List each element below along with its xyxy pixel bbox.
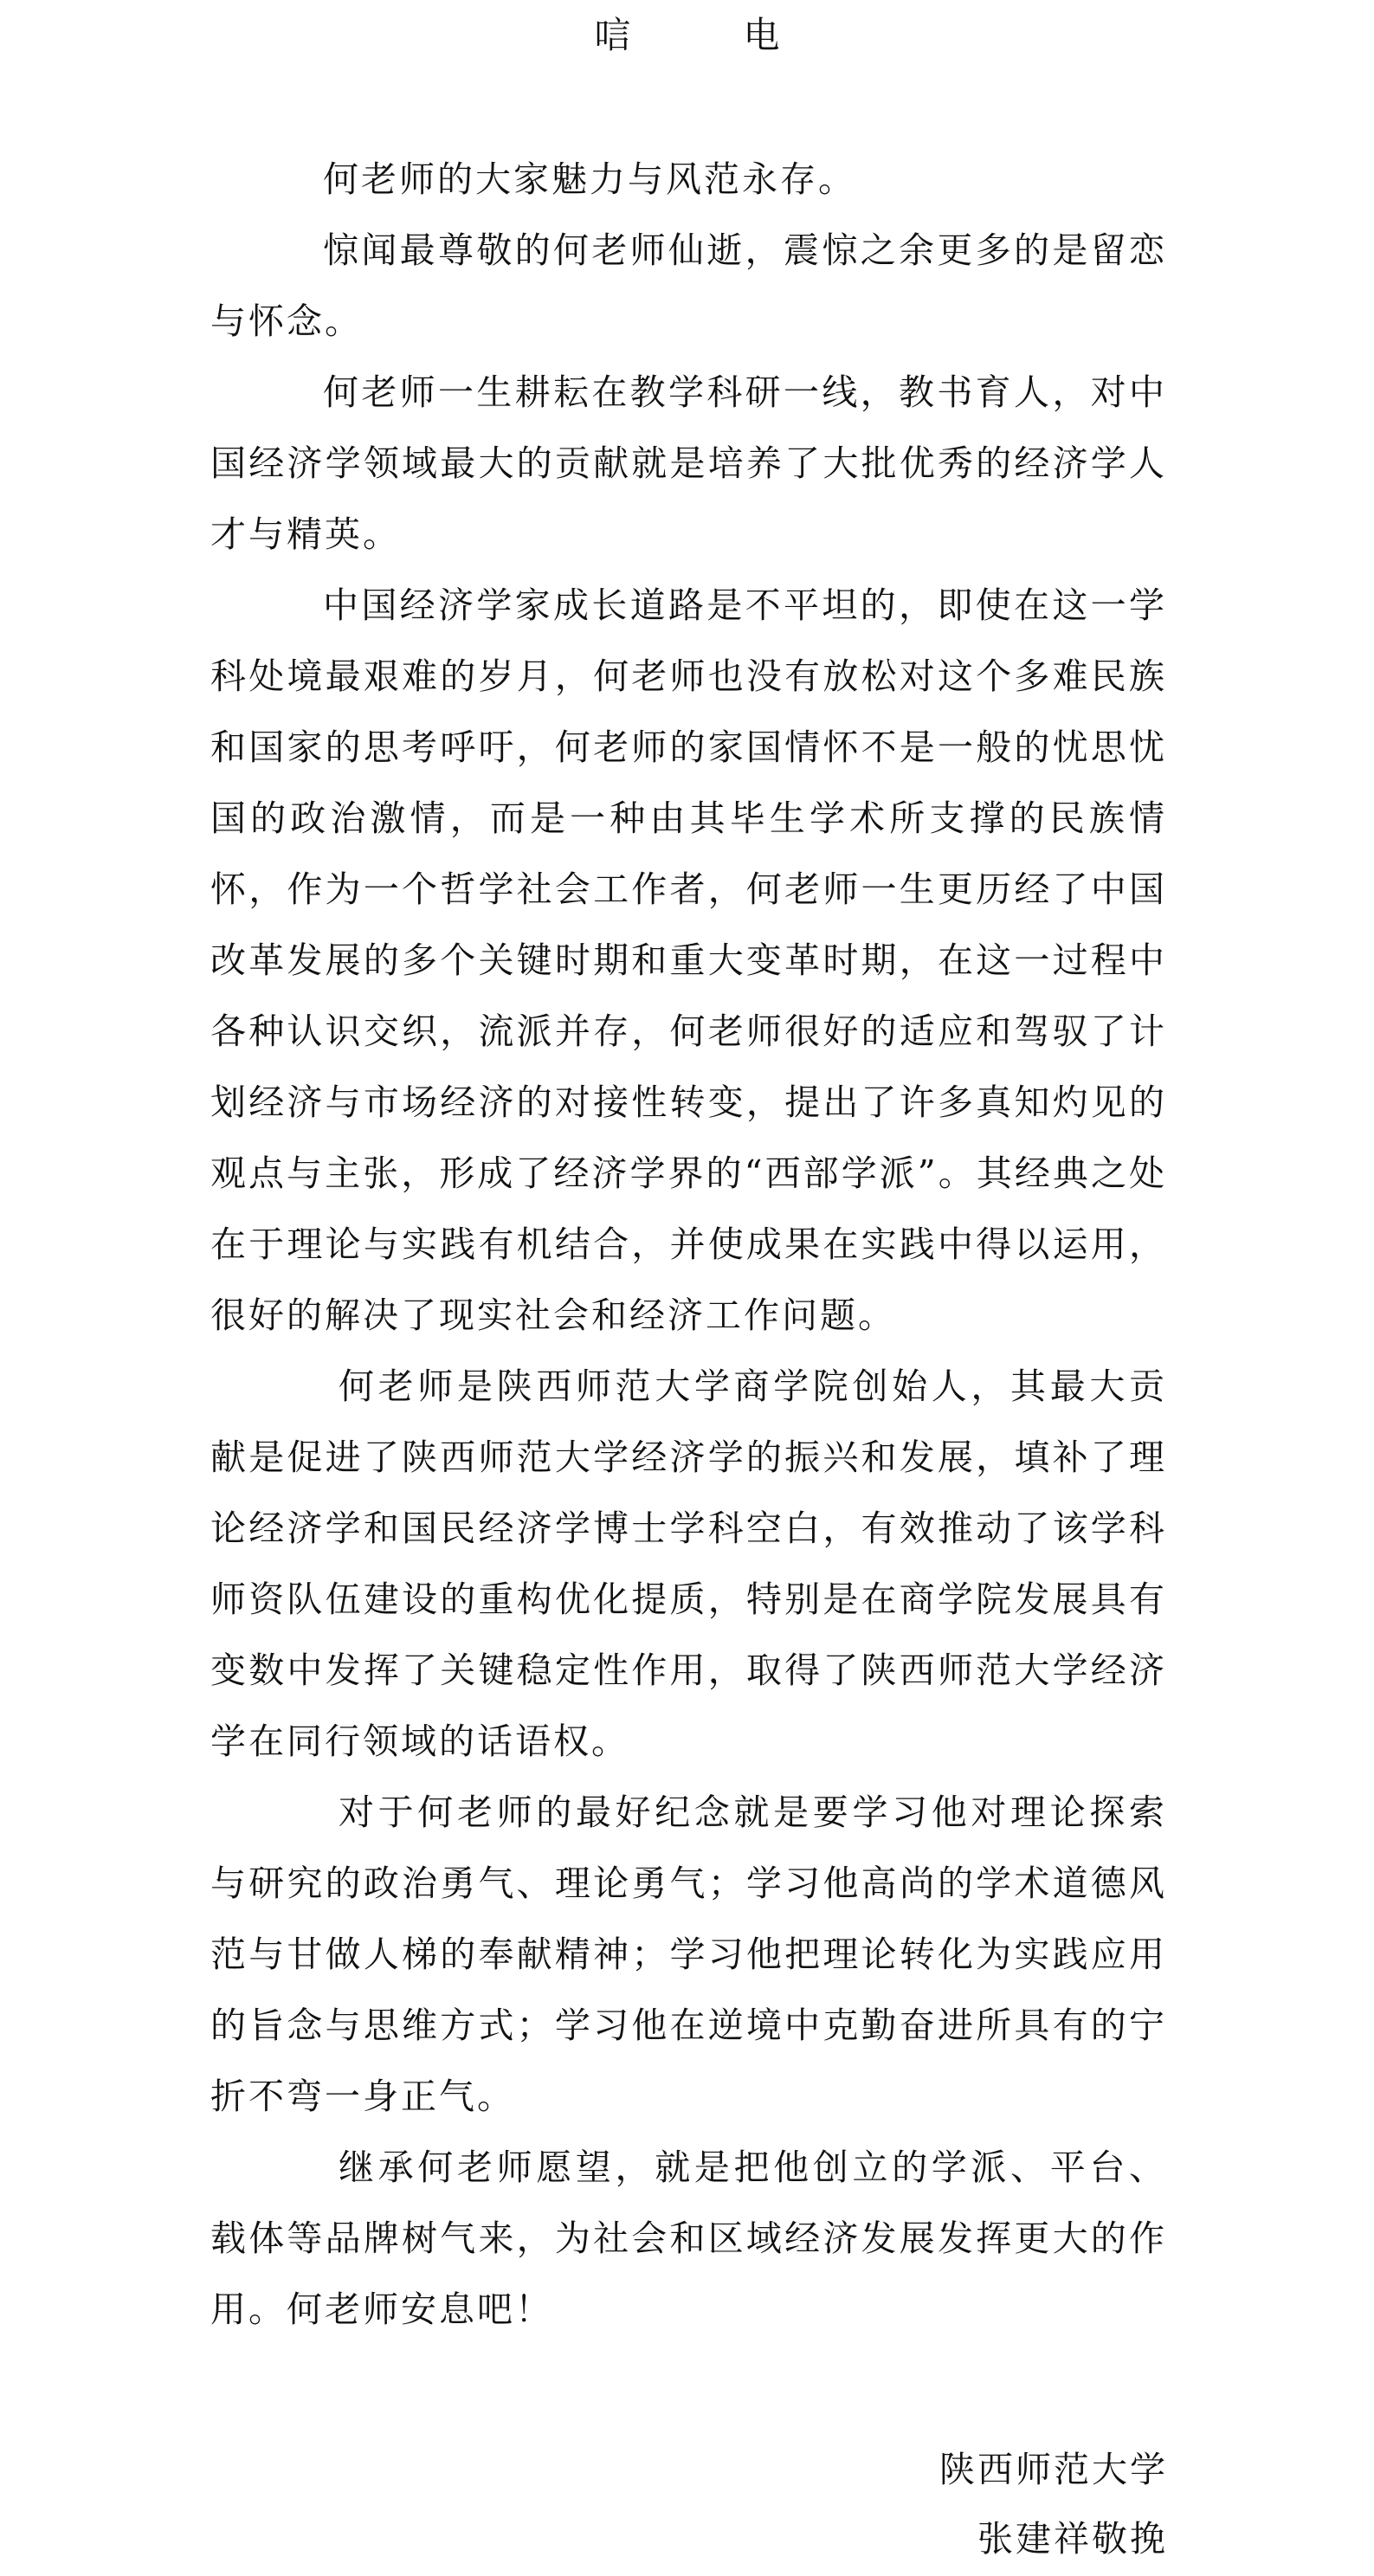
- signature-author: 张建祥敬挽: [977, 2518, 1168, 2560]
- paragraph-2: 惊闻最尊敬的何老师仙逝，震惊之余更多的是留恋与怀念。: [210, 229, 1167, 342]
- signature-block: [939, 2435, 1168, 2573]
- paragraph-5: 何老师是陕西师范大学商学院创始人，其最大贡献是促进了陕西师范大学经济学的振兴和发展，填补了理论经济学和国民经济学博士学科空白，有效推动了该学科师资队伍建设的重构优化提质，特别是在商学院发展具有变数中发挥了关键稳定性作用，取得了陕西师范大学经济学在同行领域的话语权。: [210, 1365, 1167, 1762]
- paragraph-4: 中国经济学家成长道路是不平坦的，即使在这一学科处境最艰难的岁月，何老师也没有放松对这个多难民族和国家的思考呼吁，何老师的家国情怀不是一般的忧思忧国的政治激情，而是一种由其毕生学术所支撑的民族情怀，作为一个哲学社会工作者，何老师一生更历经了中国改革发展的多个关键时期和重大变革时期，在这一过程中各种认识交织，流派并存，何老师很好的适应和驾驭了计划经济与市场经济的对接性转变，提出了许多真知灼见的观点与主张，形成了经济学界的“西部学派”。其经典之处在于理论与实践有机结合，并使成果在实践中得以运用，很好的解决了现实社会和经济工作问题。: [210, 584, 1167, 1336]
- paragraph-3: 何老师一生耕耘在教学科研一线，教书育人，对中国经济学领域最大的贡献就是培养了大批优秀的经济学人才与精英。: [210, 371, 1167, 555]
- signature-organization: 陕西师范大学: [939, 2449, 1168, 2490]
- document-title: 唁 电: [594, 14, 818, 56]
- document-body: [210, 144, 1167, 2345]
- paragraph-7: 继承何老师愿望，就是把他创立的学派、平台、载体等品牌树气来，为社会和区域经济发展发挥更大的作用。何老师安息吧！: [210, 2147, 1167, 2330]
- paragraph-1: 何老师的大家魅力与风范永存。: [323, 158, 856, 200]
- paragraph-6: 对于何老师的最好纪念就是要学习他对理论探索与研究的政治勇气、理论勇气；学习他高尚的学术道德风范与甘做人梯的奉献精神；学习他把理论转化为实践应用的旨念与思维方式；学习他在逆境中克勤奋进所具有的宁折不弯一身正气。: [210, 1792, 1167, 2117]
